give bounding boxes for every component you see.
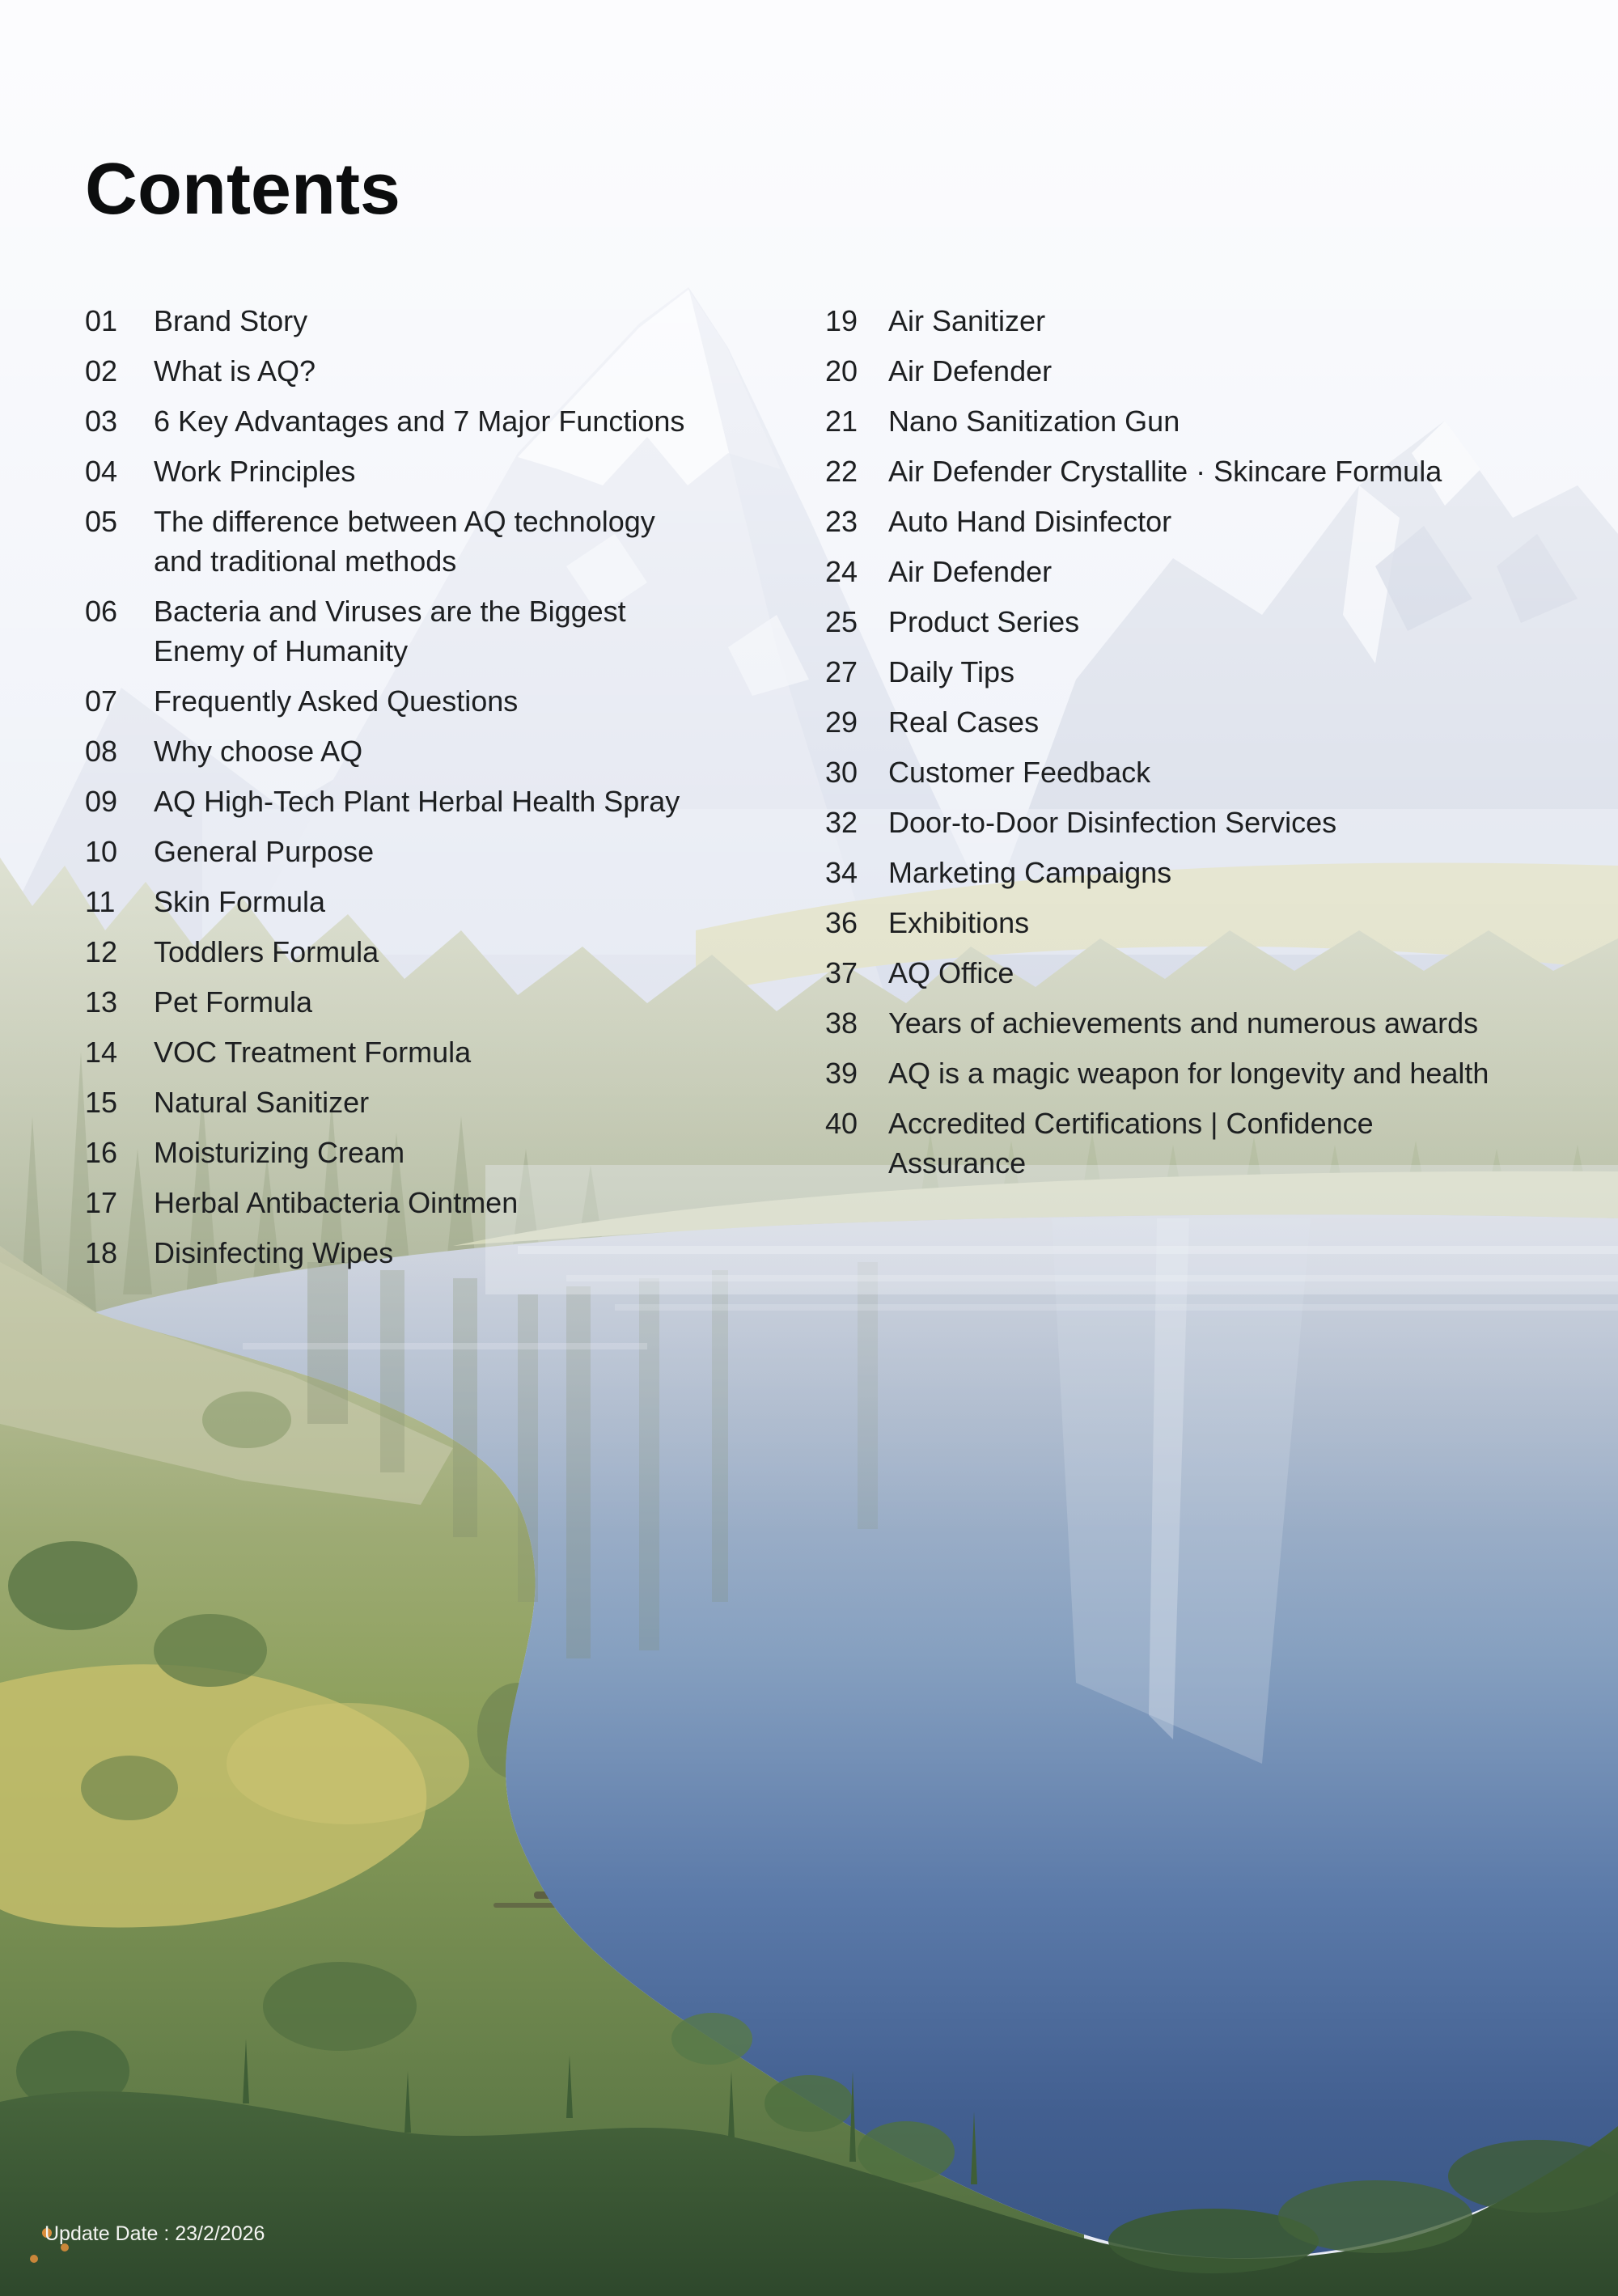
update-date: Update Date : 23/2/2026 xyxy=(44,2222,265,2245)
toc-item xyxy=(825,602,1549,642)
toc-item-line: Customer Feedback xyxy=(888,756,1151,789)
toc-item-line: Exhibitions xyxy=(888,906,1030,939)
toc-item-number: 40 xyxy=(825,1107,858,1140)
toc-item xyxy=(85,681,825,721)
toc-item-line: Air Defender Crystallite · Skincare Formula xyxy=(888,455,1442,488)
toc-item-number: 34 xyxy=(825,856,858,889)
toc-item-line: Air Defender xyxy=(888,555,1053,588)
toc-item-label xyxy=(888,1104,1549,1183)
toc-item xyxy=(85,1133,825,1172)
toc-item-label xyxy=(154,401,825,441)
sunlit-grass-patch xyxy=(227,1703,469,1824)
toc-item xyxy=(85,832,825,871)
toc-item-label xyxy=(154,1032,825,1072)
toc-item xyxy=(825,752,1549,792)
toc-item-number: 06 xyxy=(85,595,118,628)
toc-item-line: Pet Formula xyxy=(154,985,313,1019)
toc-item-label xyxy=(154,932,825,972)
toc-item-label xyxy=(154,502,825,581)
toc-item-label xyxy=(888,602,1549,642)
toc-item-number: 27 xyxy=(825,655,858,688)
toc-item-line: Work Principles xyxy=(154,455,356,488)
toc-item-number: 24 xyxy=(825,555,858,588)
toc-item-line: Door-to-Door Disinfection Services xyxy=(888,806,1337,839)
toc-item-number: 37 xyxy=(825,956,858,989)
toc-item-label xyxy=(154,982,825,1022)
toc-item xyxy=(825,953,1549,993)
toc-item xyxy=(85,301,825,341)
toc-item xyxy=(825,401,1549,441)
toc-item-number: 16 xyxy=(85,1136,118,1169)
toc-item-number: 30 xyxy=(825,756,858,789)
toc-item xyxy=(85,932,825,972)
toc-item xyxy=(825,652,1549,692)
toc-item-line: Why choose AQ xyxy=(154,735,363,768)
toc-item-line: Brand Story xyxy=(154,304,308,337)
toc-item xyxy=(85,502,825,581)
toc-item-number: 32 xyxy=(825,806,858,839)
toc-item-label xyxy=(154,731,825,771)
toc-item-label xyxy=(154,451,825,491)
toc-item-number: 09 xyxy=(85,785,118,818)
toc-item-number: 08 xyxy=(85,735,118,768)
toc-item-line: Product Series xyxy=(888,605,1080,638)
toc-item-number: 20 xyxy=(825,354,858,388)
toc-item-label xyxy=(888,401,1549,441)
toc-item xyxy=(85,591,825,671)
toc-item-number: 12 xyxy=(85,935,118,968)
toc-item xyxy=(85,1082,825,1122)
toc-item-number: 18 xyxy=(85,1236,118,1269)
toc-item-number: 25 xyxy=(825,605,858,638)
toc-column-left xyxy=(85,301,825,1283)
toc-item xyxy=(825,903,1549,943)
toc-item-line: and traditional methods xyxy=(154,544,457,578)
toc-item-label xyxy=(888,301,1549,341)
toc-item-label xyxy=(154,591,825,671)
toc-item-label xyxy=(154,782,825,821)
toc-item-line: Real Cases xyxy=(888,705,1040,739)
toc-item-label xyxy=(888,1053,1549,1093)
toc-item xyxy=(85,982,825,1022)
toc-item-label xyxy=(888,552,1549,591)
toc-item-line: Enemy of Humanity xyxy=(154,634,409,667)
toc-item xyxy=(85,401,825,441)
toc-item-number: 19 xyxy=(825,304,858,337)
toc-column-right xyxy=(825,301,1549,1283)
toc-item-number: 29 xyxy=(825,705,858,739)
toc-item-line: Auto Hand Disinfector xyxy=(888,505,1172,538)
toc-item-line: General Purpose xyxy=(154,835,375,868)
toc-item xyxy=(825,1053,1549,1093)
toc-item-line: Herbal Antibacteria Ointmen xyxy=(154,1186,519,1219)
toc-item-number: 02 xyxy=(85,354,118,388)
toc-item-label xyxy=(888,502,1549,541)
toc-item xyxy=(825,552,1549,591)
toc-item-label xyxy=(154,1183,825,1222)
toc-item-label xyxy=(154,1133,825,1172)
toc-item-label xyxy=(888,1003,1549,1043)
toc-item-label xyxy=(888,903,1549,943)
toc-item-label xyxy=(154,301,825,341)
toc-item-line: The difference between AQ technology xyxy=(154,505,655,538)
toc-item-number: 21 xyxy=(825,405,858,438)
toc-item-number: 23 xyxy=(825,505,858,538)
toc-item-number: 15 xyxy=(85,1086,118,1119)
toc-item-line: What is AQ? xyxy=(154,354,316,388)
toc-item xyxy=(825,803,1549,842)
toc-item-number: 38 xyxy=(825,1006,858,1040)
toc-item-line: Moisturizing Cream xyxy=(154,1136,405,1169)
toc-item-line: Accredited Certifications | Confidence xyxy=(888,1107,1374,1140)
toc-item-number: 05 xyxy=(85,505,118,538)
toc-item-label xyxy=(888,853,1549,892)
toc-item-label xyxy=(154,681,825,721)
page-title: Contents xyxy=(85,149,400,230)
toc-item xyxy=(85,451,825,491)
toc-item-label xyxy=(888,752,1549,792)
toc-item xyxy=(85,1032,825,1072)
toc-item-number: 39 xyxy=(825,1057,858,1090)
toc-columns xyxy=(85,301,1549,1283)
toc-item-line: Natural Sanitizer xyxy=(154,1086,370,1119)
toc-item-label xyxy=(154,1082,825,1122)
toc-item-line: Bacteria and Viruses are the Biggest xyxy=(154,595,626,628)
toc-item-line: Years of achievements and numerous awards xyxy=(888,1006,1479,1040)
toc-item-number: 04 xyxy=(85,455,118,488)
toc-item-line: Air Sanitizer xyxy=(888,304,1046,337)
toc-item xyxy=(825,1104,1549,1183)
toc-item-number: 11 xyxy=(85,885,116,918)
toc-item xyxy=(825,351,1549,391)
toc-item-line: Nano Sanitization Gun xyxy=(888,405,1180,438)
toc-item-line: Skin Formula xyxy=(154,885,326,918)
toc-item-number: 10 xyxy=(85,835,118,868)
toc-item xyxy=(825,702,1549,742)
toc-item-line: Assurance xyxy=(888,1146,1027,1180)
toc-item-label xyxy=(154,832,825,871)
toc-item xyxy=(85,1183,825,1222)
toc-item-line: Air Defender xyxy=(888,354,1053,388)
toc-item-line: VOC Treatment Formula xyxy=(154,1036,472,1069)
toc-item xyxy=(825,1003,1549,1043)
toc-item-label xyxy=(154,1233,825,1273)
toc-item-label xyxy=(888,351,1549,391)
toc-item xyxy=(825,502,1549,541)
toc-item-label xyxy=(888,803,1549,842)
toc-item xyxy=(85,782,825,821)
toc-item xyxy=(85,731,825,771)
toc-item-number: 14 xyxy=(85,1036,118,1069)
toc-item-line: Daily Tips xyxy=(888,655,1015,688)
toc-item-number: 17 xyxy=(85,1186,118,1219)
toc-item-label xyxy=(888,451,1549,491)
toc-item-line: Disinfecting Wipes xyxy=(154,1236,394,1269)
toc-item xyxy=(85,1233,825,1273)
toc-item-line: AQ is a magic weapon for longevity and health xyxy=(888,1057,1489,1090)
toc-item-label xyxy=(888,652,1549,692)
toc-item-line: Toddlers Formula xyxy=(154,935,379,968)
toc-item-label xyxy=(888,702,1549,742)
toc-item-line: Marketing Campaigns xyxy=(888,856,1172,889)
toc-item xyxy=(85,882,825,921)
toc-item-number: 13 xyxy=(85,985,118,1019)
toc-item-label xyxy=(888,953,1549,993)
toc-item xyxy=(825,451,1549,491)
toc-item xyxy=(825,853,1549,892)
toc-item-label xyxy=(154,351,825,391)
toc-item-number: 07 xyxy=(85,684,118,718)
toc-item-line: Frequently Asked Questions xyxy=(154,684,519,718)
toc-item-number: 22 xyxy=(825,455,858,488)
toc-item-label xyxy=(154,882,825,921)
toc-item xyxy=(85,351,825,391)
toc-item xyxy=(825,301,1549,341)
toc-item-number: 36 xyxy=(825,906,858,939)
toc-item-number: 01 xyxy=(85,304,118,337)
toc-item-number: 03 xyxy=(85,405,118,438)
toc-item-line: AQ Office xyxy=(888,956,1014,989)
toc-item-line: AQ High-Tech Plant Herbal Health Spray xyxy=(154,785,680,818)
toc-item-line: 6 Key Advantages and 7 Major Functions xyxy=(154,405,685,438)
